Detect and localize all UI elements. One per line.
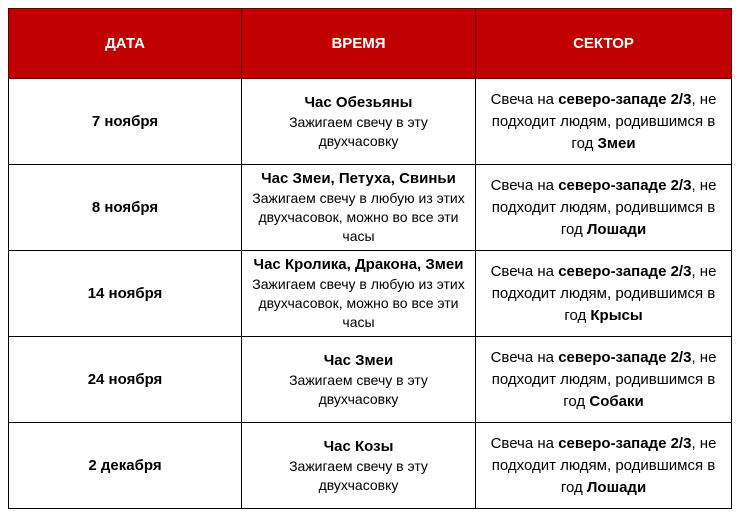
table-row xyxy=(9,165,732,251)
candle-schedule xyxy=(8,8,731,509)
time-title: Час Обезьяны xyxy=(304,93,413,111)
table-row xyxy=(9,251,732,337)
sector-cell xyxy=(476,337,732,423)
sector-animal: Собаки xyxy=(589,392,644,410)
time-cell xyxy=(242,337,476,423)
header-time: ВРЕМЯ xyxy=(242,9,476,79)
time-note: Зажигаем свечу в эту двухчасовку xyxy=(289,371,428,407)
header-row xyxy=(9,9,732,79)
sector-note: , не подходит людям, родившимся в год xyxy=(491,176,717,238)
date-cell: 2 декабря xyxy=(9,423,242,509)
time-title: Час Змеи xyxy=(323,351,394,369)
sector-cell xyxy=(476,79,732,165)
sector-direction: северо-западе 2/3 xyxy=(558,90,692,108)
date-cell: 14 ноября xyxy=(9,251,242,337)
date-cell: 7 ноября xyxy=(9,79,242,165)
sector-prefix: Свеча на xyxy=(490,348,559,366)
time-title: Час Змеи, Петуха, Свиньи xyxy=(261,170,456,187)
time-note: Зажигаем свечу в эту двухчасовку xyxy=(289,113,428,149)
table-row xyxy=(9,79,732,165)
sector-note: , не подходит людям, родившимся в год xyxy=(491,90,717,152)
sector-prefix: Свеча на xyxy=(490,434,559,452)
table-row xyxy=(9,337,732,423)
sector-prefix: Свеча на xyxy=(490,90,559,108)
time-cell xyxy=(242,423,476,509)
sector-animal: Змеи xyxy=(597,134,636,152)
time-title: Час Кролика, Дракона, Змеи xyxy=(253,256,464,273)
date-cell: 8 ноября xyxy=(9,165,242,251)
time-note: Зажигаем свечу в любую из этих двухчасовок, можно во все эти часы xyxy=(252,190,465,244)
time-note: Зажигаем свечу в любую из этих двухчасовок, можно во все эти часы xyxy=(252,276,465,330)
sector-direction: северо-западе 2/3 xyxy=(558,434,692,452)
sector-animal: Крысы xyxy=(590,306,643,324)
sector-prefix: Свеча на xyxy=(490,176,559,194)
sector-note: , не подходит людям, родившимся в год xyxy=(491,348,717,410)
time-note: Зажигаем свечу в эту двухчасовку xyxy=(289,457,428,493)
date-cell: 24 ноября xyxy=(9,337,242,423)
sector-direction: северо-западе 2/3 xyxy=(558,348,692,366)
sector-cell xyxy=(476,423,732,509)
sector-prefix: Свеча на xyxy=(490,262,559,280)
sector-cell xyxy=(476,165,732,251)
sector-direction: северо-западе 2/3 xyxy=(558,176,692,194)
time-cell xyxy=(242,165,476,251)
sector-cell xyxy=(476,251,732,337)
time-cell xyxy=(242,79,476,165)
sector-note: , не подходит людям, родившимся в год xyxy=(491,262,717,324)
header-date: ДАТА xyxy=(9,9,242,79)
sector-note: , не подходит людям, родившимся в год xyxy=(491,434,717,496)
schedule-table xyxy=(8,8,732,509)
sector-animal: Лошади xyxy=(586,478,647,496)
time-cell xyxy=(242,251,476,337)
sector-direction: северо-западе 2/3 xyxy=(558,262,692,280)
sector-animal: Лошади xyxy=(586,220,647,238)
time-title: Час Козы xyxy=(323,437,394,455)
table-row xyxy=(9,423,732,509)
header-sector: СЕКТОР xyxy=(476,9,732,79)
